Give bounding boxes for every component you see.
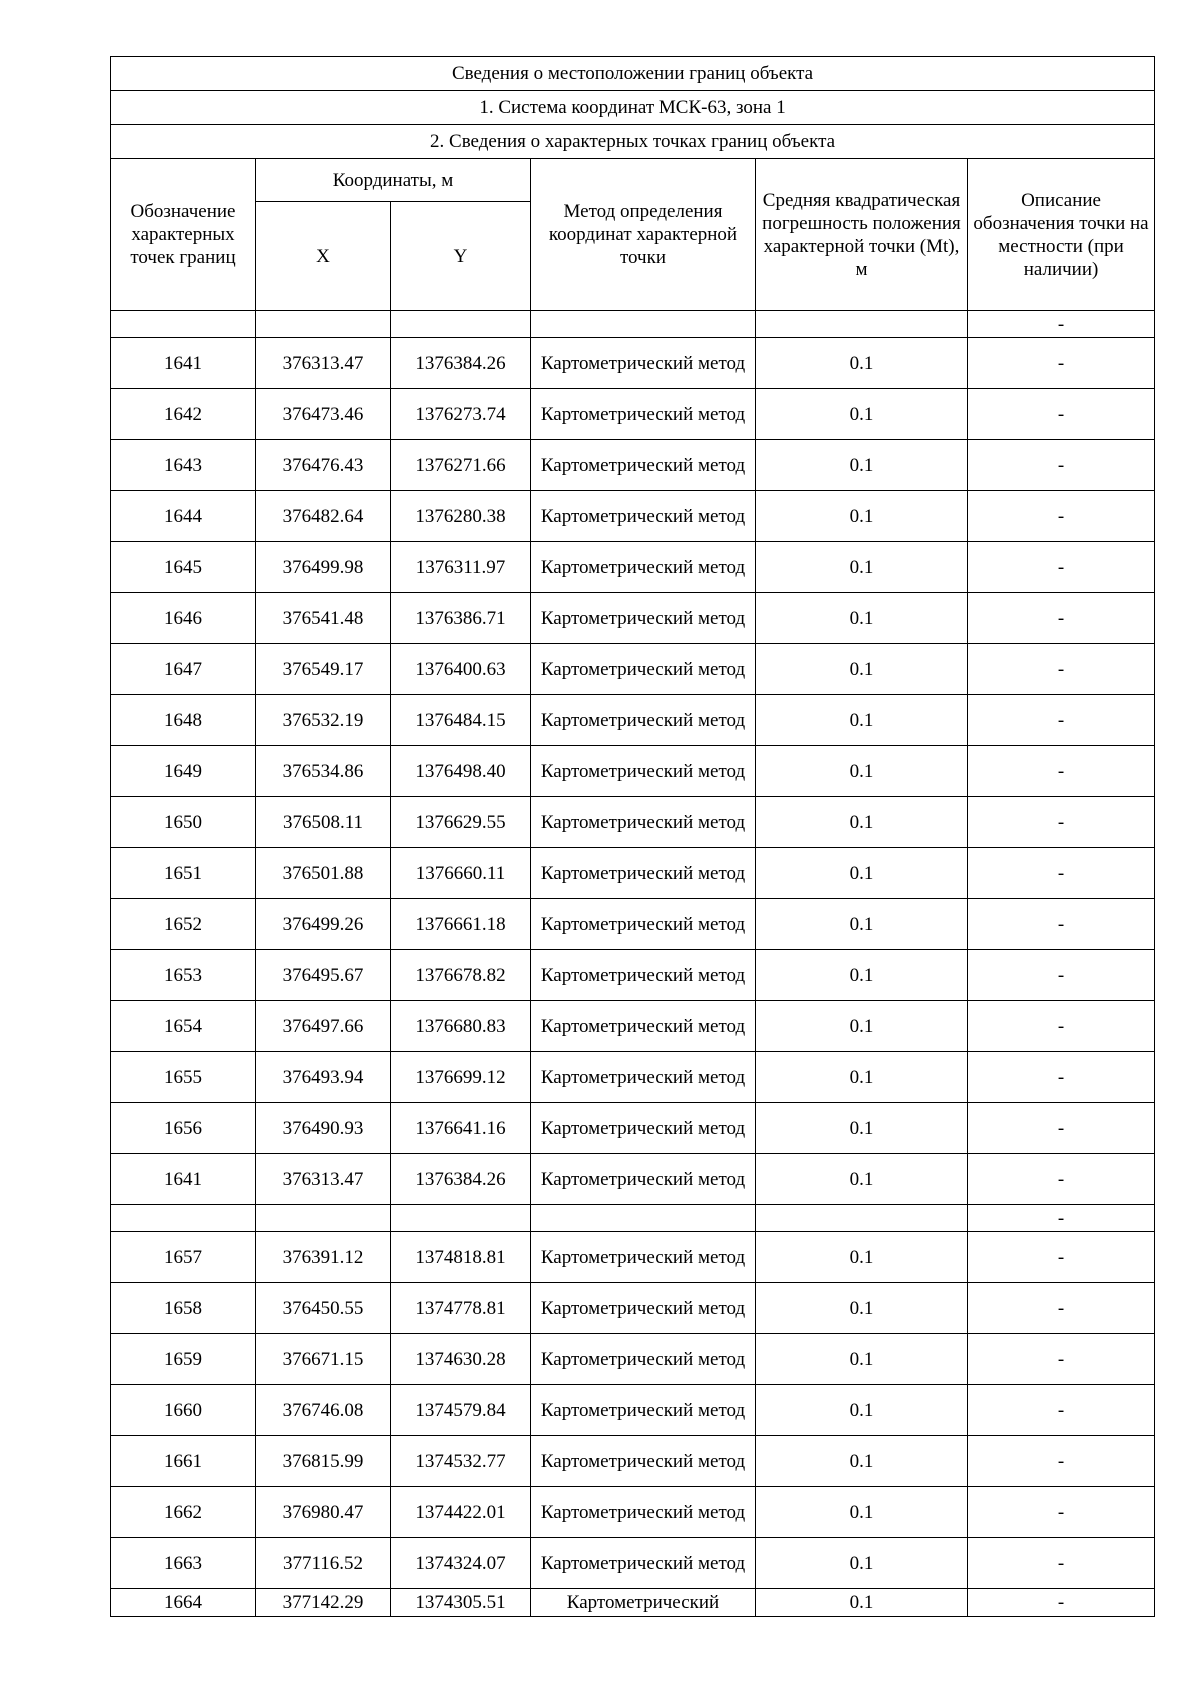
cell-method: Картометрический метод — [531, 797, 756, 848]
table-row — [111, 1283, 1155, 1334]
table-row — [111, 491, 1155, 542]
cell-point-number: 1661 — [111, 1436, 256, 1487]
table-body — [111, 57, 1155, 1617]
cell-method: Картометрический метод — [531, 389, 756, 440]
cell-mean-error — [756, 311, 968, 338]
cell-mean-error: 0.1 — [756, 1052, 968, 1103]
cell-description: - — [968, 542, 1155, 593]
boundary-points-table — [110, 56, 1155, 1617]
cell-method: Картометрический метод — [531, 542, 756, 593]
table-row — [111, 338, 1155, 389]
cell-y-coordinate: 1376386.71 — [391, 593, 531, 644]
cell-y-coordinate: 1374579.84 — [391, 1385, 531, 1436]
cell-description: - — [968, 311, 1155, 338]
cell-method: Картометрический метод — [531, 1436, 756, 1487]
table-row — [111, 1154, 1155, 1205]
cell-y-coordinate: 1374532.77 — [391, 1436, 531, 1487]
cell-description: - — [968, 389, 1155, 440]
cell-description: - — [968, 1154, 1155, 1205]
cell-method: Картометрический метод — [531, 1001, 756, 1052]
cell-y-coordinate — [391, 311, 531, 338]
cell-y-coordinate: 1376680.83 — [391, 1001, 531, 1052]
cell-x-coordinate: 376980.47 — [256, 1487, 391, 1538]
cell-method: Картометрический метод — [531, 746, 756, 797]
cell-description: - — [968, 797, 1155, 848]
cell-point-number: 1653 — [111, 950, 256, 1001]
cell-y-coordinate: 1374422.01 — [391, 1487, 531, 1538]
cell-description: - — [968, 1436, 1155, 1487]
cell-description: - — [968, 848, 1155, 899]
table-row — [111, 440, 1155, 491]
cell-y-coordinate: 1376660.11 — [391, 848, 531, 899]
cell-method: Картометрический метод — [531, 1283, 756, 1334]
cell-point-number: 1656 — [111, 1103, 256, 1154]
cell-description: - — [968, 1487, 1155, 1538]
cell-mean-error: 0.1 — [756, 1232, 968, 1283]
table-row — [111, 1385, 1155, 1436]
cell-mean-error: 0.1 — [756, 1538, 968, 1589]
cell-point-number: 1641 — [111, 1154, 256, 1205]
cell-method: Картометрический метод — [531, 695, 756, 746]
cell-mean-error: 0.1 — [756, 746, 968, 797]
cell-point-number: 1641 — [111, 338, 256, 389]
cell-mean-error: 0.1 — [756, 797, 968, 848]
table-row — [111, 899, 1155, 950]
header-point-designation: Обозначение характерных точек границ — [111, 159, 256, 311]
cell-x-coordinate: 376493.94 — [256, 1052, 391, 1103]
cell-point-number: 1655 — [111, 1052, 256, 1103]
cell-y-coordinate: 1374778.81 — [391, 1283, 531, 1334]
cell-description: - — [968, 695, 1155, 746]
cell-x-coordinate: 376549.17 — [256, 644, 391, 695]
cell-y-coordinate: 1374324.07 — [391, 1538, 531, 1589]
cell-point-number: 1663 — [111, 1538, 256, 1589]
cell-mean-error: 0.1 — [756, 899, 968, 950]
cell-point-number: 1651 — [111, 848, 256, 899]
cell-description: - — [968, 746, 1155, 797]
cell-point-number: 1649 — [111, 746, 256, 797]
cell-x-coordinate: 376671.15 — [256, 1334, 391, 1385]
cell-method: Картометрический метод — [531, 338, 756, 389]
cell-y-coordinate: 1376661.18 — [391, 899, 531, 950]
cell-description: - — [968, 1589, 1155, 1617]
cell-method: Картометрический метод — [531, 1538, 756, 1589]
cell-method: Картометрический метод — [531, 1154, 756, 1205]
cell-mean-error: 0.1 — [756, 1283, 968, 1334]
cell-mean-error: 0.1 — [756, 1103, 968, 1154]
coordinate-system-row — [111, 91, 1155, 125]
table-row — [111, 848, 1155, 899]
cell-y-coordinate: 1376699.12 — [391, 1052, 531, 1103]
table-row — [111, 1232, 1155, 1283]
cell-x-coordinate: 376508.11 — [256, 797, 391, 848]
table-row — [111, 746, 1155, 797]
cell-description: - — [968, 644, 1155, 695]
cell-method: Картометрический метод — [531, 1487, 756, 1538]
cell-x-coordinate: 376490.93 — [256, 1103, 391, 1154]
cell-method: Картометрический метод — [531, 848, 756, 899]
cell-description: - — [968, 1385, 1155, 1436]
cell-x-coordinate — [256, 311, 391, 338]
table-row — [111, 1589, 1155, 1617]
cell-method: Картометрический метод — [531, 1385, 756, 1436]
header-coordinates: Координаты, м — [256, 159, 531, 202]
cell-point-number: 1654 — [111, 1001, 256, 1052]
cell-description: - — [968, 440, 1155, 491]
cell-point-number: 1660 — [111, 1385, 256, 1436]
header-x: X — [256, 202, 391, 311]
cell-mean-error: 0.1 — [756, 338, 968, 389]
cell-y-coordinate: 1376498.40 — [391, 746, 531, 797]
cell-method: Картометрический метод — [531, 440, 756, 491]
cell-description: - — [968, 1052, 1155, 1103]
cell-mean-error — [756, 1205, 968, 1232]
cell-mean-error: 0.1 — [756, 1385, 968, 1436]
cell-x-coordinate: 376501.88 — [256, 848, 391, 899]
cell-method: Картометрический метод — [531, 950, 756, 1001]
cell-method: Картометрический метод — [531, 491, 756, 542]
table-row — [111, 644, 1155, 695]
cell-x-coordinate: 376499.26 — [256, 899, 391, 950]
cell-description: - — [968, 899, 1155, 950]
table-row — [111, 1052, 1155, 1103]
cell-description: - — [968, 1103, 1155, 1154]
cell-description: - — [968, 338, 1155, 389]
cell-description: - — [968, 1001, 1155, 1052]
separator-row — [111, 311, 1155, 338]
cell-mean-error: 0.1 — [756, 1589, 968, 1617]
cell-point-number: 1647 — [111, 644, 256, 695]
cell-description: - — [968, 1334, 1155, 1385]
cell-mean-error: 0.1 — [756, 1001, 968, 1052]
cell-y-coordinate: 1376678.82 — [391, 950, 531, 1001]
cell-x-coordinate: 376313.47 — [256, 338, 391, 389]
cell-y-coordinate: 1376641.16 — [391, 1103, 531, 1154]
table-row — [111, 542, 1155, 593]
cell-x-coordinate: 376746.08 — [256, 1385, 391, 1436]
header-y: Y — [391, 202, 531, 311]
cell-method — [531, 1205, 756, 1232]
table-row — [111, 1334, 1155, 1385]
table-row — [111, 389, 1155, 440]
cell-method: Картометрический метод — [531, 1103, 756, 1154]
cell-y-coordinate: 1376484.15 — [391, 695, 531, 746]
cell-x-coordinate: 377116.52 — [256, 1538, 391, 1589]
cell-y-coordinate: 1376271.66 — [391, 440, 531, 491]
cell-method: Картометрический метод — [531, 644, 756, 695]
cell-x-coordinate: 376476.43 — [256, 440, 391, 491]
cell-method: Картометрический метод — [531, 1052, 756, 1103]
cell-mean-error: 0.1 — [756, 1436, 968, 1487]
cell-x-coordinate: 376482.64 — [256, 491, 391, 542]
cell-mean-error: 0.1 — [756, 1154, 968, 1205]
cell-mean-error: 0.1 — [756, 593, 968, 644]
cell-mean-error: 0.1 — [756, 1487, 968, 1538]
table-row — [111, 1487, 1155, 1538]
cell-description: - — [968, 1538, 1155, 1589]
cell-y-coordinate: 1374818.81 — [391, 1232, 531, 1283]
cell-mean-error: 0.1 — [756, 950, 968, 1001]
cell-x-coordinate: 376532.19 — [256, 695, 391, 746]
cell-mean-error: 0.1 — [756, 1334, 968, 1385]
cell-x-coordinate: 376473.46 — [256, 389, 391, 440]
cell-mean-error: 0.1 — [756, 440, 968, 491]
separator-row — [111, 1205, 1155, 1232]
cell-y-coordinate: 1376273.74 — [391, 389, 531, 440]
cell-point-number: 1658 — [111, 1283, 256, 1334]
cell-x-coordinate: 376534.86 — [256, 746, 391, 797]
cell-description: - — [968, 491, 1155, 542]
cell-description: - — [968, 1283, 1155, 1334]
cell-point-number: 1645 — [111, 542, 256, 593]
points-title-row — [111, 125, 1155, 159]
cell-point-number: 1662 — [111, 1487, 256, 1538]
cell-y-coordinate: 1376384.26 — [391, 1154, 531, 1205]
cell-y-coordinate: 1374630.28 — [391, 1334, 531, 1385]
cell-x-coordinate: 376497.66 — [256, 1001, 391, 1052]
cell-point-number: 1648 — [111, 695, 256, 746]
cell-method: Картометрический — [531, 1589, 756, 1617]
cell-point-number — [111, 311, 256, 338]
cell-x-coordinate: 376499.98 — [256, 542, 391, 593]
table-row — [111, 1538, 1155, 1589]
cell-point-number: 1659 — [111, 1334, 256, 1385]
cell-y-coordinate: 1376629.55 — [391, 797, 531, 848]
cell-y-coordinate: 1376311.97 — [391, 542, 531, 593]
header-row-1 — [111, 159, 1155, 202]
cell-mean-error: 0.1 — [756, 644, 968, 695]
table-row — [111, 695, 1155, 746]
cell-point-number: 1657 — [111, 1232, 256, 1283]
coordinate-system: 1. Система координат МСК-63, зона 1 — [111, 91, 1155, 125]
cell-mean-error: 0.1 — [756, 389, 968, 440]
cell-method: Картометрический метод — [531, 1232, 756, 1283]
cell-point-number: 1646 — [111, 593, 256, 644]
table-row — [111, 1436, 1155, 1487]
cell-x-coordinate: 376541.48 — [256, 593, 391, 644]
cell-point-number: 1642 — [111, 389, 256, 440]
cell-description: - — [968, 1205, 1155, 1232]
cell-y-coordinate: 1376384.26 — [391, 338, 531, 389]
cell-point-number: 1652 — [111, 899, 256, 950]
cell-y-coordinate: 1376400.63 — [391, 644, 531, 695]
cell-description: - — [968, 593, 1155, 644]
cell-method — [531, 311, 756, 338]
cell-point-number: 1644 — [111, 491, 256, 542]
cell-method: Картометрический метод — [531, 899, 756, 950]
cell-y-coordinate: 1376280.38 — [391, 491, 531, 542]
cell-point-number: 1650 — [111, 797, 256, 848]
cell-mean-error: 0.1 — [756, 695, 968, 746]
section-title-row — [111, 57, 1155, 91]
cell-x-coordinate: 376815.99 — [256, 1436, 391, 1487]
cell-x-coordinate: 376313.47 — [256, 1154, 391, 1205]
cell-y-coordinate — [391, 1205, 531, 1232]
cell-point-number: 1643 — [111, 440, 256, 491]
cell-x-coordinate: 376495.67 — [256, 950, 391, 1001]
points-title: 2. Сведения о характерных точках границ объекта — [111, 125, 1155, 159]
cell-x-coordinate — [256, 1205, 391, 1232]
cell-mean-error: 0.1 — [756, 848, 968, 899]
cell-mean-error: 0.1 — [756, 542, 968, 593]
header-mean-error: Средняя квадратическая погрешность положения характерной точки (Mt), м — [756, 159, 968, 311]
cell-y-coordinate: 1374305.51 — [391, 1589, 531, 1617]
table-row — [111, 950, 1155, 1001]
header-description: Описание обозначения точки на местности (при наличии) — [968, 159, 1155, 311]
header-method: Метод определения координат характерной точки — [531, 159, 756, 311]
cell-mean-error: 0.1 — [756, 491, 968, 542]
cell-method: Картометрический метод — [531, 1334, 756, 1385]
cell-x-coordinate: 376391.12 — [256, 1232, 391, 1283]
table-row — [111, 1001, 1155, 1052]
cell-x-coordinate: 377142.29 — [256, 1589, 391, 1617]
cell-description: - — [968, 950, 1155, 1001]
table-row — [111, 797, 1155, 848]
table-row — [111, 593, 1155, 644]
cell-description: - — [968, 1232, 1155, 1283]
cell-point-number: 1664 — [111, 1589, 256, 1617]
section-title: Сведения о местоположении границ объекта — [111, 57, 1155, 91]
table-row — [111, 1103, 1155, 1154]
cell-point-number — [111, 1205, 256, 1232]
cell-x-coordinate: 376450.55 — [256, 1283, 391, 1334]
cell-method: Картометрический метод — [531, 593, 756, 644]
